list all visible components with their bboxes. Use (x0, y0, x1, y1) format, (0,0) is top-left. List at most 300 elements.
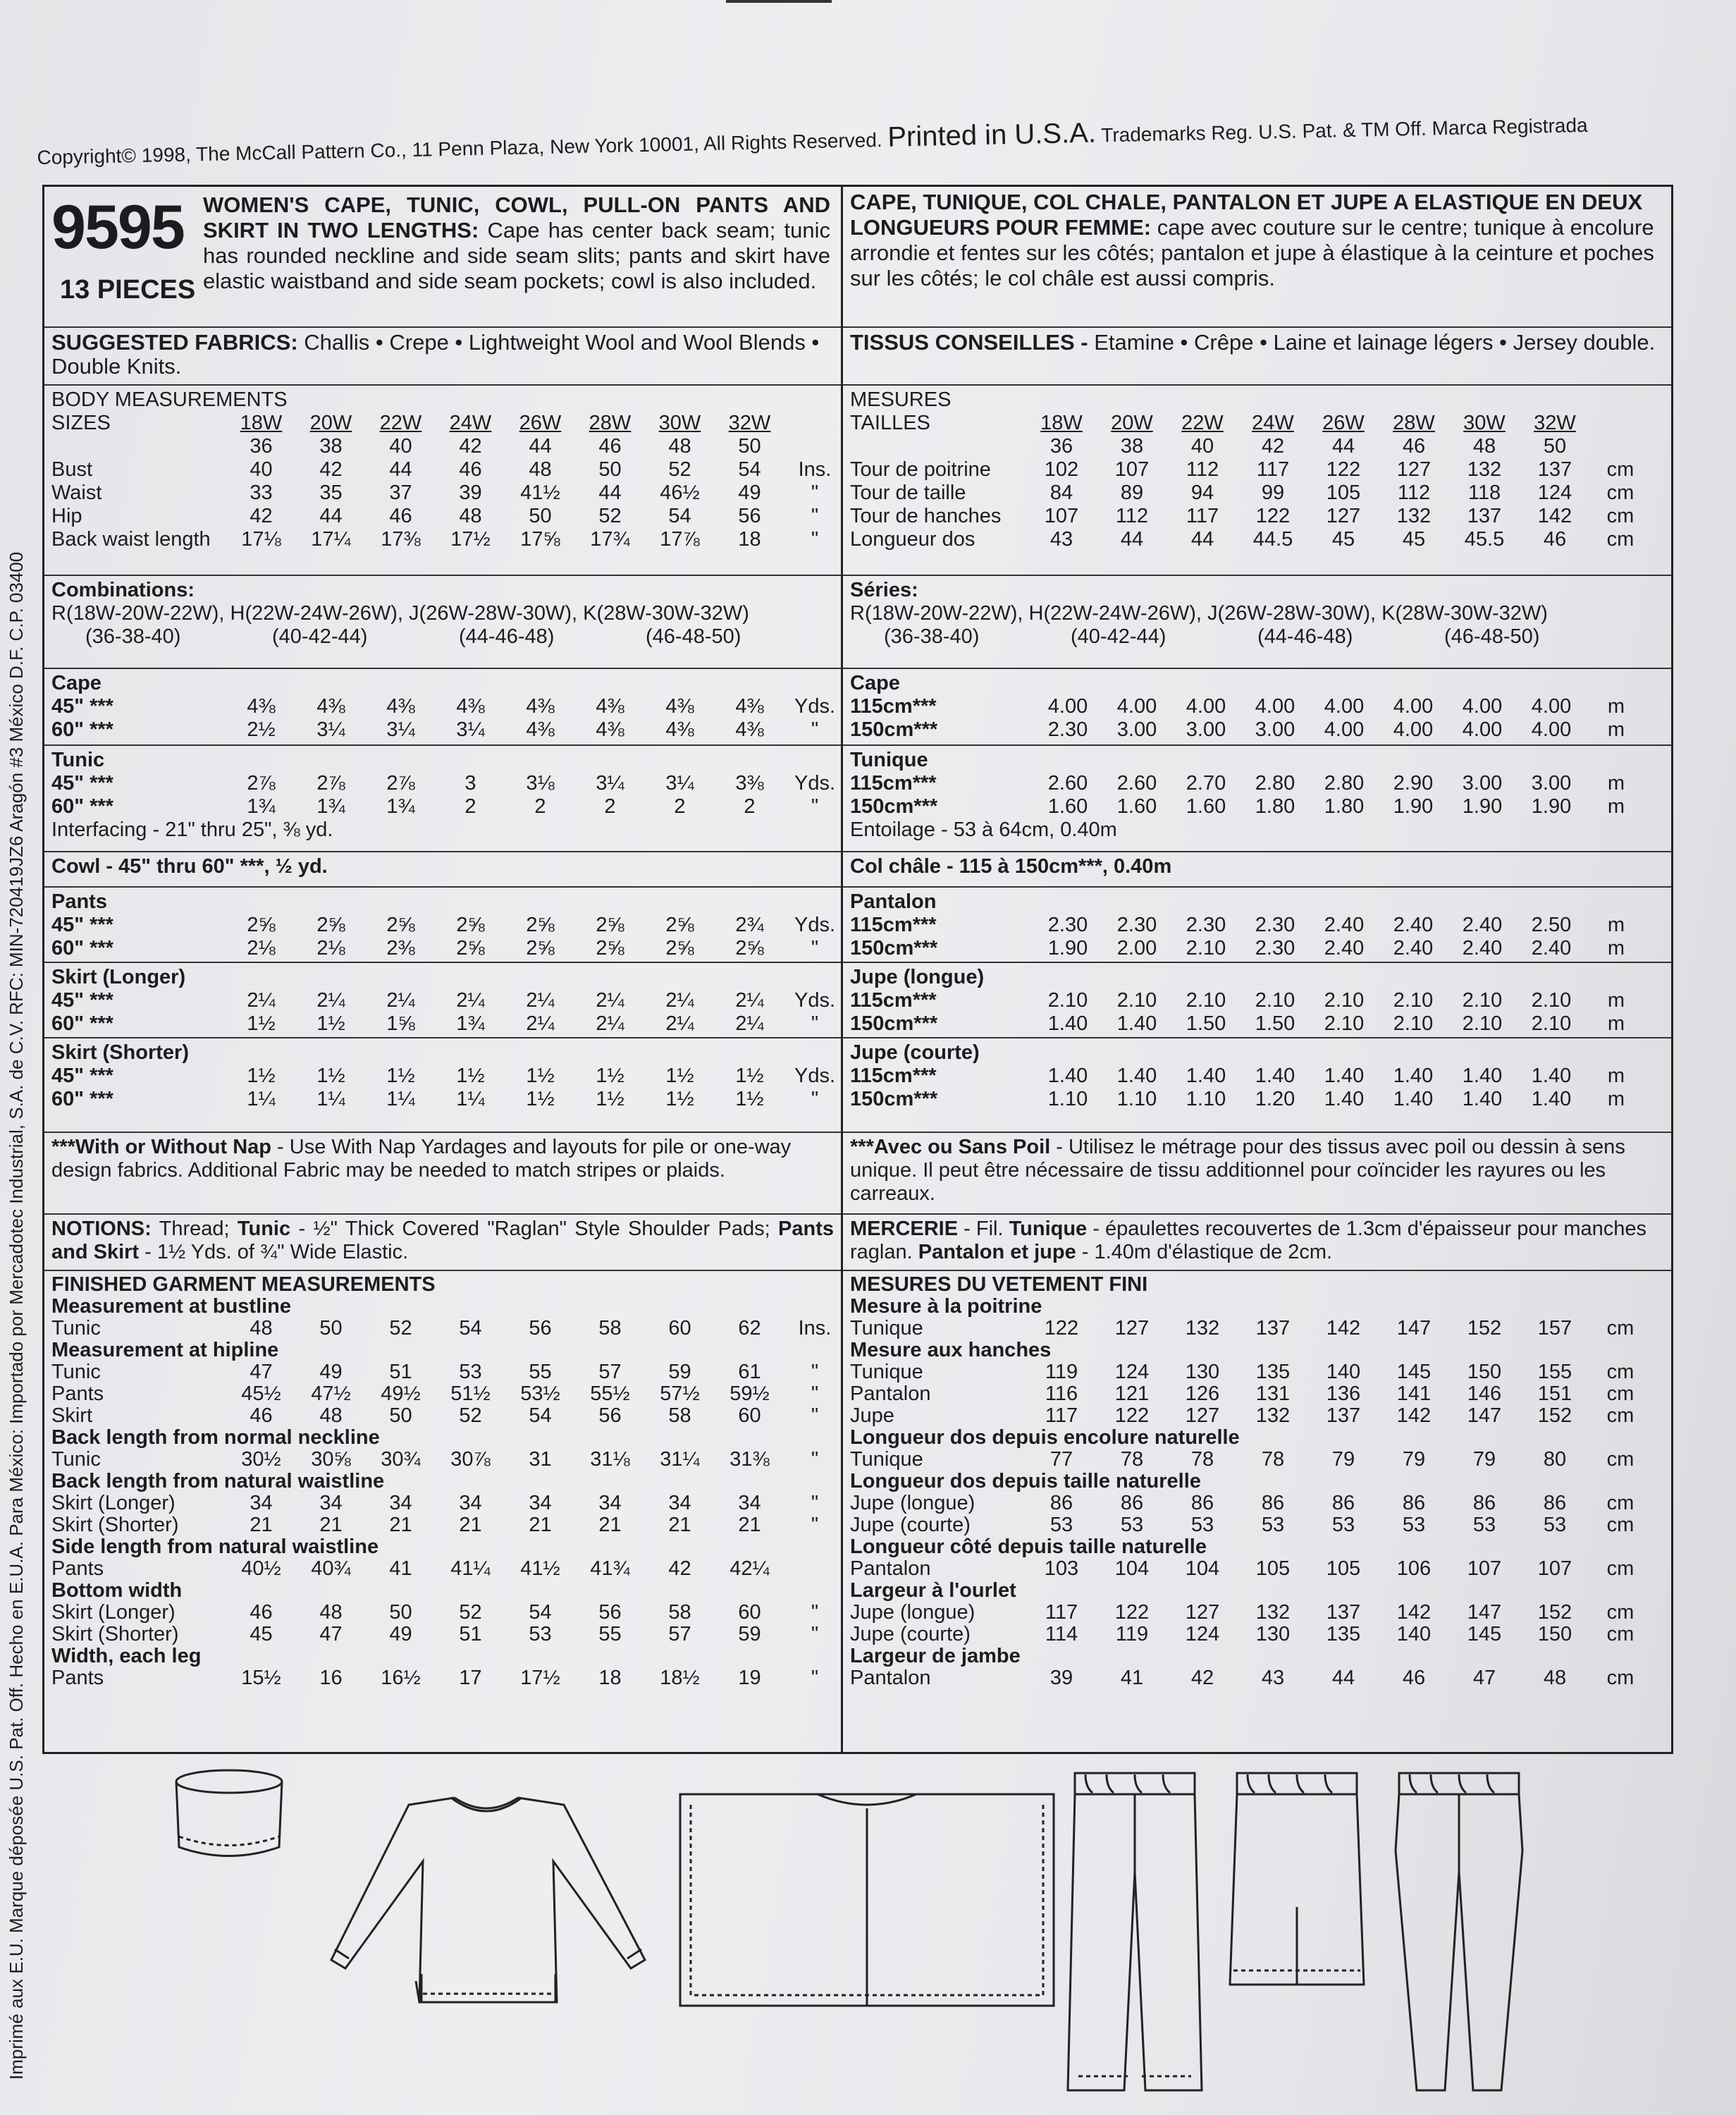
unit-cell: cm (1606, 1361, 1635, 1383)
notions-pants-label: Pants and Skirt (51, 1218, 834, 1263)
unit-cell: " (811, 1667, 819, 1689)
value-cell: 1.80 (1324, 795, 1365, 818)
copyright-line (37, 105, 1672, 171)
notions-thread: Thread; (151, 1218, 238, 1240)
row-label: 150cm*** (850, 1012, 938, 1035)
unit-cell: m (1607, 1088, 1625, 1110)
value-cell: 44 (598, 482, 622, 504)
value-cell: 2¼ (526, 989, 555, 1012)
value-cell: 4⅜ (456, 695, 485, 718)
value-cell: 45½ (241, 1383, 281, 1405)
value-cell: 1½ (456, 1065, 485, 1087)
header-section-en (44, 187, 841, 328)
row-values (1033, 989, 1641, 1012)
table-row (850, 1492, 1664, 1514)
row-label: Bust (51, 458, 93, 481)
row-values (1026, 482, 1645, 505)
value-cell: 2⅝ (735, 937, 764, 960)
finished-subheading: Back length from normal neckline (51, 1426, 380, 1449)
value-cell: 53 (1402, 1514, 1426, 1536)
value-cell: 30⅝ (311, 1448, 351, 1471)
value-cell: 40¾ (311, 1557, 351, 1580)
value-cell: 2.10 (1186, 989, 1226, 1012)
value-cell: 3¼ (456, 718, 485, 741)
value-cell: 2.10 (1462, 989, 1503, 1012)
value-cell: 1½ (665, 1088, 694, 1110)
value-cell: 2.30 (1047, 914, 1088, 936)
value-cell: 3.00 (1531, 772, 1572, 795)
value-cell: 122 (1044, 1317, 1079, 1340)
value-cell: 2.40 (1462, 914, 1503, 936)
row-values (226, 1602, 839, 1624)
row-values (226, 937, 839, 960)
row-label: 115cm*** (850, 989, 937, 1012)
value-cell: 31 (529, 1448, 552, 1471)
fabrics-text-fr: Etamine • Crêpe • Laine et lainage légers • Jersey double. (1088, 330, 1656, 355)
value-cell: 46 (389, 505, 412, 527)
value-cell: 53 (1190, 1514, 1214, 1536)
sizes-number-row (51, 435, 834, 458)
value-cell: 99 (1261, 482, 1285, 504)
unit-cell: cm (1606, 1667, 1635, 1689)
table-row (51, 772, 834, 795)
row-label: Pantalon (850, 1667, 931, 1689)
unit-cell: " (811, 1012, 819, 1035)
value-cell: 112 (1115, 505, 1149, 527)
row-label: Tour de hanches (850, 505, 1002, 527)
value-cell: 1¾ (386, 795, 415, 818)
row-label: 45" *** (51, 989, 113, 1012)
table-row (51, 505, 834, 528)
value-cell: 121 (1114, 1383, 1150, 1405)
finished-subheading: Longueur dos depuis taille naturelle (850, 1470, 1201, 1492)
value-cell: 21 (598, 1514, 622, 1536)
value-cell: 150 (1537, 1623, 1572, 1645)
value-cell: 58 (598, 1317, 622, 1340)
sizes-number-values (226, 435, 784, 458)
unit-cell: m (1607, 718, 1625, 741)
combinations-block (843, 575, 1671, 651)
row-label: Pants (51, 1557, 104, 1580)
unit-cell: Yds. (794, 772, 836, 795)
value-cell: 4⅜ (735, 718, 764, 741)
value-cell: 146 (1467, 1383, 1502, 1405)
table-row (51, 1065, 834, 1088)
unit-cell: " (811, 937, 819, 960)
value-cell: 21 (529, 1514, 552, 1536)
unit-cell: cm (1606, 1492, 1635, 1514)
size-cell: 20W (309, 412, 352, 434)
value-cell: 1.40 (1324, 1065, 1365, 1087)
value-cell: 53 (529, 1623, 552, 1645)
value-cell: 78 (1261, 1448, 1285, 1471)
value-cell: 86 (1261, 1492, 1285, 1514)
nap-label-fr: ***Avec ou Sans Poil (850, 1136, 1051, 1158)
value-cell: 1¾ (316, 795, 345, 818)
value-cell: 118 (1467, 482, 1501, 504)
size-cell: 24W (449, 412, 492, 434)
table-row (850, 1065, 1664, 1088)
value-cell: 1.40 (1393, 1088, 1434, 1110)
value-cell: 53 (1543, 1514, 1567, 1536)
value-cell: 2⅞ (247, 772, 276, 795)
size-number-cell: 42 (1261, 435, 1285, 458)
value-cell: 17⅞ (660, 528, 700, 551)
value-cell: 2¼ (665, 1012, 694, 1035)
fabrics-section-fr (843, 328, 1671, 386)
row-values (1026, 458, 1645, 482)
value-cell: 122 (1114, 1404, 1150, 1427)
value-cell: 86 (1190, 1492, 1214, 1514)
cowl-section-en (44, 852, 841, 888)
value-cell: 2.50 (1531, 914, 1572, 936)
value-cell: 86 (1120, 1492, 1144, 1514)
value-cell: 2.10 (1531, 1012, 1572, 1035)
value-cell: 152 (1537, 1404, 1572, 1427)
row-label: Back waist length (51, 528, 211, 551)
value-cell: 147 (1467, 1404, 1502, 1427)
value-cell: 127 (1185, 1404, 1220, 1427)
value-cell: 2⅝ (316, 914, 345, 936)
interfacing-note: Interfacing - 21" thru 25", ⅜ yd. (51, 819, 333, 841)
finished-subheading: Largeur à l'ourlet (850, 1579, 1016, 1602)
value-cell: 127 (1114, 1317, 1150, 1340)
combinations-label: Combinations: (51, 579, 195, 601)
value-cell: 86 (1331, 1492, 1355, 1514)
value-cell: 3¼ (596, 772, 624, 795)
row-label: Tour de poitrine (850, 458, 991, 481)
table-row (850, 1624, 1664, 1645)
size-cell: 26W (519, 412, 562, 434)
value-cell: 132 (1185, 1317, 1220, 1340)
value-cell: 50 (389, 1601, 412, 1624)
value-cell: 2.00 (1116, 937, 1157, 960)
fabrics-label-en: SUGGESTED FABRICS: (51, 330, 298, 355)
unit-cell: " (811, 1601, 819, 1624)
value-cell: 2.10 (1324, 989, 1365, 1012)
value-cell: 2⅝ (665, 937, 694, 960)
unit-cell: " (811, 505, 819, 527)
unit-cell: m (1607, 795, 1625, 818)
table-row (850, 914, 1664, 937)
value-cell: 57 (668, 1623, 691, 1645)
notions-section-fr (843, 1215, 1671, 1271)
value-cell: 51½ (450, 1383, 491, 1405)
unit-cell: " (811, 482, 819, 504)
value-cell: 1¼ (386, 1088, 415, 1110)
row-values (226, 1318, 839, 1340)
value-cell: 55 (529, 1361, 552, 1383)
value-cell: 2.40 (1393, 937, 1434, 960)
value-cell: 52 (389, 1317, 412, 1340)
size-cell: 28W (589, 412, 632, 434)
value-cell: 1.40 (1047, 1012, 1088, 1035)
value-cell: 53½ (520, 1383, 560, 1405)
table-row (51, 1492, 834, 1514)
table-row (51, 1449, 834, 1471)
combinations-line: R(18W-20W-22W), H(22W-24W-26W), J(26W-28W-30W), K(28W-30W-32W) (850, 602, 1548, 625)
value-cell: 61 (738, 1361, 761, 1383)
combination-size: (40-42-44) (1071, 625, 1166, 648)
value-cell: 86 (1543, 1492, 1567, 1514)
value-cell: 2.10 (1393, 989, 1434, 1012)
unit-cell: " (811, 1088, 819, 1110)
value-cell: 114 (1045, 1623, 1078, 1645)
value-cell: 2.30 (1255, 937, 1295, 960)
unit-cell: cm (1606, 1623, 1635, 1645)
value-cell: 4.00 (1393, 718, 1434, 741)
yardage-block-1 (44, 668, 841, 845)
value-cell: 77 (1049, 1448, 1073, 1471)
value-cell: 43 (1261, 1667, 1285, 1689)
tapered-pants-drawing (1389, 1766, 1529, 2097)
row-values (1026, 1449, 1645, 1471)
value-cell: 30⅞ (450, 1448, 491, 1471)
value-cell: 1½ (247, 1065, 276, 1087)
table-row (51, 914, 834, 937)
row-values (226, 1065, 839, 1088)
value-cell: 117 (1256, 458, 1290, 481)
value-cell: 1.90 (1531, 795, 1572, 818)
size-cell: 28W (1393, 412, 1435, 434)
value-cell: 48 (250, 1317, 273, 1340)
size-number-cell: 44 (1331, 435, 1355, 458)
fabrics-text-en: Challis • Crepe • Lightweight Wool and Wool Blends • Double Knits. (51, 330, 820, 379)
value-cell: 2¼ (316, 989, 345, 1012)
row-label: Hip (51, 505, 82, 527)
combination-size: (44-46-48) (1257, 625, 1353, 648)
row-label: Pantalon (850, 1383, 931, 1405)
value-cell: 44 (389, 458, 412, 481)
value-cell: 17⅜ (381, 528, 421, 551)
row-values (226, 695, 839, 718)
sizes-number-row (850, 435, 1664, 458)
garment-name: Skirt (Longer) (51, 966, 186, 988)
row-values (1026, 1602, 1645, 1624)
value-cell: 4⅜ (596, 695, 624, 718)
value-cell: 60 (668, 1317, 691, 1340)
value-cell: 4⅜ (665, 695, 694, 718)
row-label: 150cm*** (850, 937, 938, 960)
row-label: Tunic (51, 1448, 101, 1471)
value-cell: 132 (1396, 505, 1432, 527)
tunic-drawing (317, 1791, 655, 2023)
row-values (226, 458, 839, 482)
value-cell: 3¼ (386, 718, 415, 741)
finished-subheading: Mesure à la poitrine (850, 1295, 1042, 1318)
unit-cell: cm (1606, 528, 1635, 551)
combinations-sizes (850, 625, 1664, 649)
value-cell: 4⅜ (665, 718, 694, 741)
notions-tunic-text-fr: - épaulettes recouvertes de 1.3cm d'épaisseur pour manches raglan. (850, 1218, 1646, 1263)
value-cell: 117 (1045, 1601, 1078, 1624)
nap-text-en: - Use With Nap Yardages and layouts for pile or one-way design fabrics. Additional Fabric may be needed to match stripes or plaids. (51, 1136, 792, 1182)
table-row (850, 1667, 1664, 1689)
value-cell: 2.10 (1462, 1012, 1503, 1035)
table-row (51, 458, 834, 482)
unit-cell: m (1607, 695, 1625, 718)
row-label: 60" *** (51, 1088, 113, 1110)
table-row (850, 795, 1664, 819)
unit-cell: cm (1606, 482, 1635, 504)
value-cell: 51 (389, 1361, 412, 1383)
unit-cell: " (811, 1623, 819, 1645)
row-values (226, 1361, 839, 1383)
value-cell: 1.50 (1255, 1012, 1295, 1035)
finished-subheading: Longueur côté depuis taille naturelle (850, 1535, 1207, 1558)
notions-label-fr: MERCERIE (850, 1218, 959, 1240)
value-cell: 112 (1397, 482, 1431, 504)
pattern-title-en (203, 192, 830, 294)
row-values (1033, 695, 1641, 718)
value-cell: 142 (1537, 505, 1572, 527)
table-row (51, 718, 834, 742)
unit-cell: m (1607, 989, 1625, 1012)
size-cell: 18W (240, 412, 283, 434)
finished-subheading: Bottom width (51, 1579, 183, 1602)
row-label: 45" *** (51, 695, 113, 718)
unit-cell: cm (1606, 1601, 1635, 1624)
value-cell: 2¼ (596, 989, 624, 1012)
row-values (1026, 528, 1645, 551)
value-cell: 142 (1396, 1601, 1432, 1624)
unit-cell: Yds. (794, 1065, 836, 1087)
table-row (51, 1667, 834, 1689)
value-cell: 34 (598, 1492, 622, 1514)
value-cell: 2⅝ (386, 914, 415, 936)
value-cell: 2 (744, 795, 756, 818)
side-legal-line: Imprimé aux E.U. Marque déposée U.S. Pat. Off. Hecho en E.U.A. Para México: Importado por Mercadotec Industrial, S.A. de C.V. RFC: MIN-720419JZ6 Aragón #3 México D.F. C.P. 03400 (6, 551, 27, 2080)
value-cell: 56 (598, 1404, 622, 1427)
row-label: Jupe (courte) (850, 1623, 971, 1645)
value-cell: 31¼ (660, 1448, 700, 1471)
notions-section-en (44, 1215, 841, 1271)
value-cell: 48 (529, 458, 552, 481)
row-values (1026, 1624, 1645, 1645)
value-cell: 54 (529, 1601, 552, 1624)
value-cell: 34 (738, 1492, 761, 1514)
value-cell: 1⅝ (386, 1012, 415, 1035)
row-label: 115cm*** (850, 1065, 937, 1087)
row-values (1033, 914, 1641, 937)
row-values (1033, 718, 1641, 742)
value-cell: 2.10 (1116, 989, 1157, 1012)
value-cell: 53 (459, 1361, 482, 1383)
value-cell: 46 (1402, 1667, 1426, 1689)
table-row (850, 1558, 1664, 1580)
value-cell: 137 (1326, 1404, 1361, 1427)
value-cell: 42 (250, 505, 273, 527)
size-number-cell: 38 (319, 435, 343, 458)
value-cell: 1½ (596, 1065, 624, 1087)
value-cell: 2.90 (1393, 772, 1434, 795)
finished-title: FINISHED GARMENT MEASUREMENTS (51, 1273, 436, 1296)
value-cell: 137 (1255, 1317, 1291, 1340)
value-cell: 41½ (520, 1557, 560, 1580)
value-cell: 18 (598, 1667, 622, 1689)
value-cell: 33 (250, 482, 273, 504)
table-row (850, 989, 1664, 1012)
unit-cell: Yds. (794, 989, 836, 1012)
value-cell: 42¼ (730, 1557, 770, 1580)
value-cell: 2⅞ (386, 772, 415, 795)
value-cell: 4.00 (1255, 695, 1295, 718)
value-cell: 137 (1326, 1601, 1361, 1624)
value-cell: 105 (1326, 1557, 1361, 1580)
value-cell: 1¾ (456, 1012, 485, 1035)
value-cell: 4⅜ (596, 718, 624, 741)
title-en-bold: WOMEN'S CAPE, TUNIC, COWL, PULL-ON PANTS AND SKIRT IN TWO LENGTHS: (203, 192, 830, 243)
english-column (44, 187, 843, 1752)
table-row (850, 772, 1664, 795)
value-cell: 152 (1467, 1317, 1502, 1340)
value-cell: 79 (1472, 1448, 1496, 1471)
value-cell: 94 (1190, 482, 1214, 504)
value-cell: 104 (1185, 1557, 1220, 1580)
value-cell: 3.00 (1255, 718, 1295, 741)
garment-name: Pants (51, 890, 107, 913)
value-cell: 4⅜ (526, 718, 555, 741)
row-label: Tunic (51, 1317, 101, 1340)
row-label: 150cm*** (850, 1088, 938, 1110)
value-cell: 40½ (241, 1557, 281, 1580)
value-cell: 59 (668, 1361, 691, 1383)
unit-cell: " (811, 1361, 819, 1383)
value-cell: 124 (1114, 1361, 1150, 1383)
value-cell: 21 (250, 1514, 273, 1536)
value-cell: 2¼ (456, 989, 485, 1012)
value-cell: 34 (459, 1492, 482, 1514)
row-values (1026, 1514, 1645, 1536)
unit-cell: m (1607, 1065, 1625, 1087)
measurements-section-fr (843, 386, 1671, 852)
unit-cell: cm (1606, 1317, 1635, 1340)
value-cell: 39 (1049, 1667, 1073, 1689)
value-cell: 1.40 (1255, 1065, 1295, 1087)
value-cell: 2.10 (1047, 989, 1088, 1012)
value-cell: 46 (250, 1601, 273, 1624)
table-row (850, 458, 1664, 482)
value-cell: 2¼ (247, 989, 276, 1012)
value-cell: 2.30 (1047, 718, 1088, 741)
header-section-fr (843, 187, 1671, 328)
garment-name: Tunic (51, 749, 105, 771)
table-row (850, 1361, 1664, 1383)
value-cell: 1.40 (1186, 1065, 1226, 1087)
finished-subheading: Longueur dos depuis encolure naturelle (850, 1426, 1240, 1449)
value-cell: 54 (668, 505, 691, 527)
unit-cell: m (1607, 1012, 1625, 1035)
value-cell: 1.80 (1255, 795, 1295, 818)
value-cell: 2⅛ (247, 937, 276, 960)
value-cell: 117 (1186, 505, 1219, 527)
value-cell: 2.70 (1186, 772, 1226, 795)
row-label: Skirt (Longer) (51, 1601, 176, 1624)
value-cell: 140 (1326, 1361, 1361, 1383)
value-cell: 39 (459, 482, 482, 504)
row-values (226, 1514, 839, 1536)
value-cell: 49½ (381, 1383, 421, 1405)
garment-name: Jupe (longue) (850, 966, 985, 988)
row-values (226, 1012, 839, 1036)
unit-cell: Yds. (794, 695, 836, 718)
size-cell: 32W (728, 412, 771, 434)
value-cell: 3.00 (1186, 718, 1226, 741)
value-cell: 4.00 (1393, 695, 1434, 718)
value-cell: 127 (1396, 458, 1432, 481)
unit-cell: " (811, 1514, 819, 1536)
row-label: 60" *** (51, 1012, 113, 1035)
